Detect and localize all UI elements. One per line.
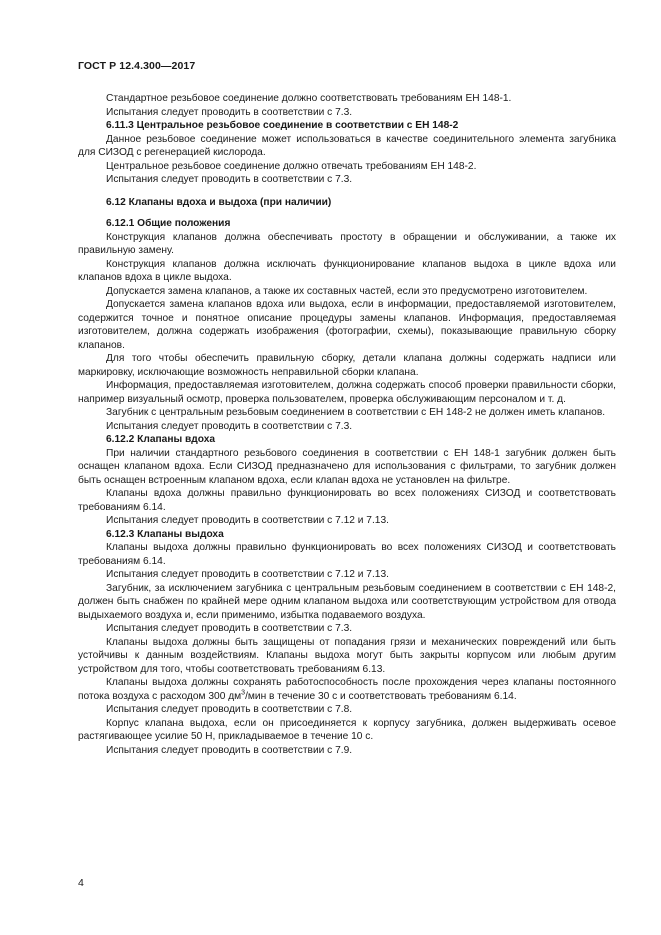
paragraph: Допускается замена клапанов вдоха или выдоха, если в информации, предоставляемой изготовителем, содержится точное и понятное описание процедуры замены клапанов. Информация, предоставляемая изготовителем, должна содержать изображения (фотографии, схемы), показывающие правильную сборку клапанов. [78,299,616,351]
paragraph: Испытания следует проводить в соответствии с 7.12 и 7.13. [106,515,389,526]
paragraph: Испытания следует проводить в соответствии с 7.3. [106,420,353,432]
paragraph: Испытания следует проводить в соответствии с 7.8. [106,704,353,715]
paragraph: Клапаны вдоха должны правильно функционировать во всех положениях СИЗОД и соответствовать требованиям 6.14. [78,488,616,513]
paragraph: Корпус клапана выдоха, если он присоединяется к корпусу загубника, должен выдерживать осевое растягивающее усилие 50 Н, прикладываемое в течение 10 с. [78,717,616,742]
document-body [78,92,616,757]
paragraph: Испытания следует проводить в соответствии с 7.9. [106,744,353,756]
paragraph: Загубник с центральным резьбовым соединением в соответствии с ЕН 148-2 не должен иметь клапанов. [106,407,606,418]
subsection-heading: 6.12.1 Общие положения [106,218,231,229]
paragraph: Клапаны выдоха должны быть защищены от попадания грязи и механических повреждений или быть устойчивы к данным воздействиям. Клапаны выдоха могут быть закрыты корпусом или любым другим устройством для того, чтобы соответствовать требованиям 6.13. [78,636,616,675]
subsection-heading: 6.12.3 Клапаны выдоха [106,528,224,540]
paragraph: Данное резьбовое соединение может использоваться в качестве соединительного элемента загубника для СИЗОД с регенерацией кислорода. [78,133,616,158]
paragraph: Конструкция клапанов должна исключать функционирование клапанов выдоха в цикле вдоха или клапанов вдоха в цикле выдоха. [78,258,616,283]
paragraph [78,676,616,703]
paragraph: Для того чтобы обеспечить правильную сборку, детали клапана должны содержать надписи или маркировку, исключающие возможность неправильной сборки клапана. [78,353,616,378]
paragraph: Конструкция клапанов должна обеспечивать простоту в обращении и обслуживании, а также их правильную замену. [78,231,616,256]
paragraph: Стандартное резьбовое соединение должно соответствовать требованиям ЕН 148-1. [106,93,512,104]
subsection-heading: 6.12.2 Клапаны вдоха [106,434,216,445]
paragraph: Загубник, за исключением загубника с центральным резьбовым соединением в соответствии с ЕН 148-2, должен быть снабжен по крайней мере одним клапаном выдоха или соответствующим устройством для отвода выдыхаемого воздуха и, если применимо, избытка подаваемого воздуха. [78,582,616,621]
paragraph: Центральное резьбовое соединение должно отвечать требованиям ЕН 148-2. [106,160,477,172]
paragraph: Испытания следует проводить в соответствии с 7.3. [106,106,353,118]
paragraph-text: /мин в течение 30 с и соответствовать требованиям 6.14. [245,690,517,702]
superscript: 3 [241,689,246,697]
paragraph: Информация, предоставляемая изготовителем, должна содержать способ проверки правильности сборки, например визуальный осмотр, проверка пользователем, проверка обслуживающим персоналом и т. д. [78,380,616,405]
paragraph: Испытания следует проводить в соответствии с 7.3. [106,174,353,185]
section-heading: 6.12 Клапаны вдоха и выдоха (при наличии) [106,196,332,208]
paragraph-text: Клапаны выдоха должны сохранять работоспособность после прохождения через клапаны постоянного потока воздуха с расходом 300 дм [78,677,616,702]
paragraph: Испытания следует проводить в соответствии с 7.12 и 7.13. [106,569,389,580]
paragraph: Клапаны выдоха должны правильно функционировать во всех положениях СИЗОД и соответствовать требованиям 6.14. [78,542,616,567]
paragraph: Испытания следует проводить в соответствии с 7.3. [106,623,353,634]
document-header: ГОСТ Р 12.4.300—2017 [78,60,196,72]
page-number: 4 [78,877,84,889]
subsection-heading: 6.11.3 Центральное резьбовое соединение в соответствии с ЕН 148-2 [106,120,459,131]
paragraph: При наличии стандартного резьбового соединения в соответствии с ЕН 148-1 загубник должен быть оснащен клапаном вдоха. Если СИЗОД предназначено для использования с фильтрами, то загубник должен быть оснащен встроенным клапаном вдоха, если клапан вдоха не установлен на фильтре. [78,447,616,486]
paragraph: Допускается замена клапанов, а также их составных частей, если это предусмотрено изготовителем. [106,285,588,297]
